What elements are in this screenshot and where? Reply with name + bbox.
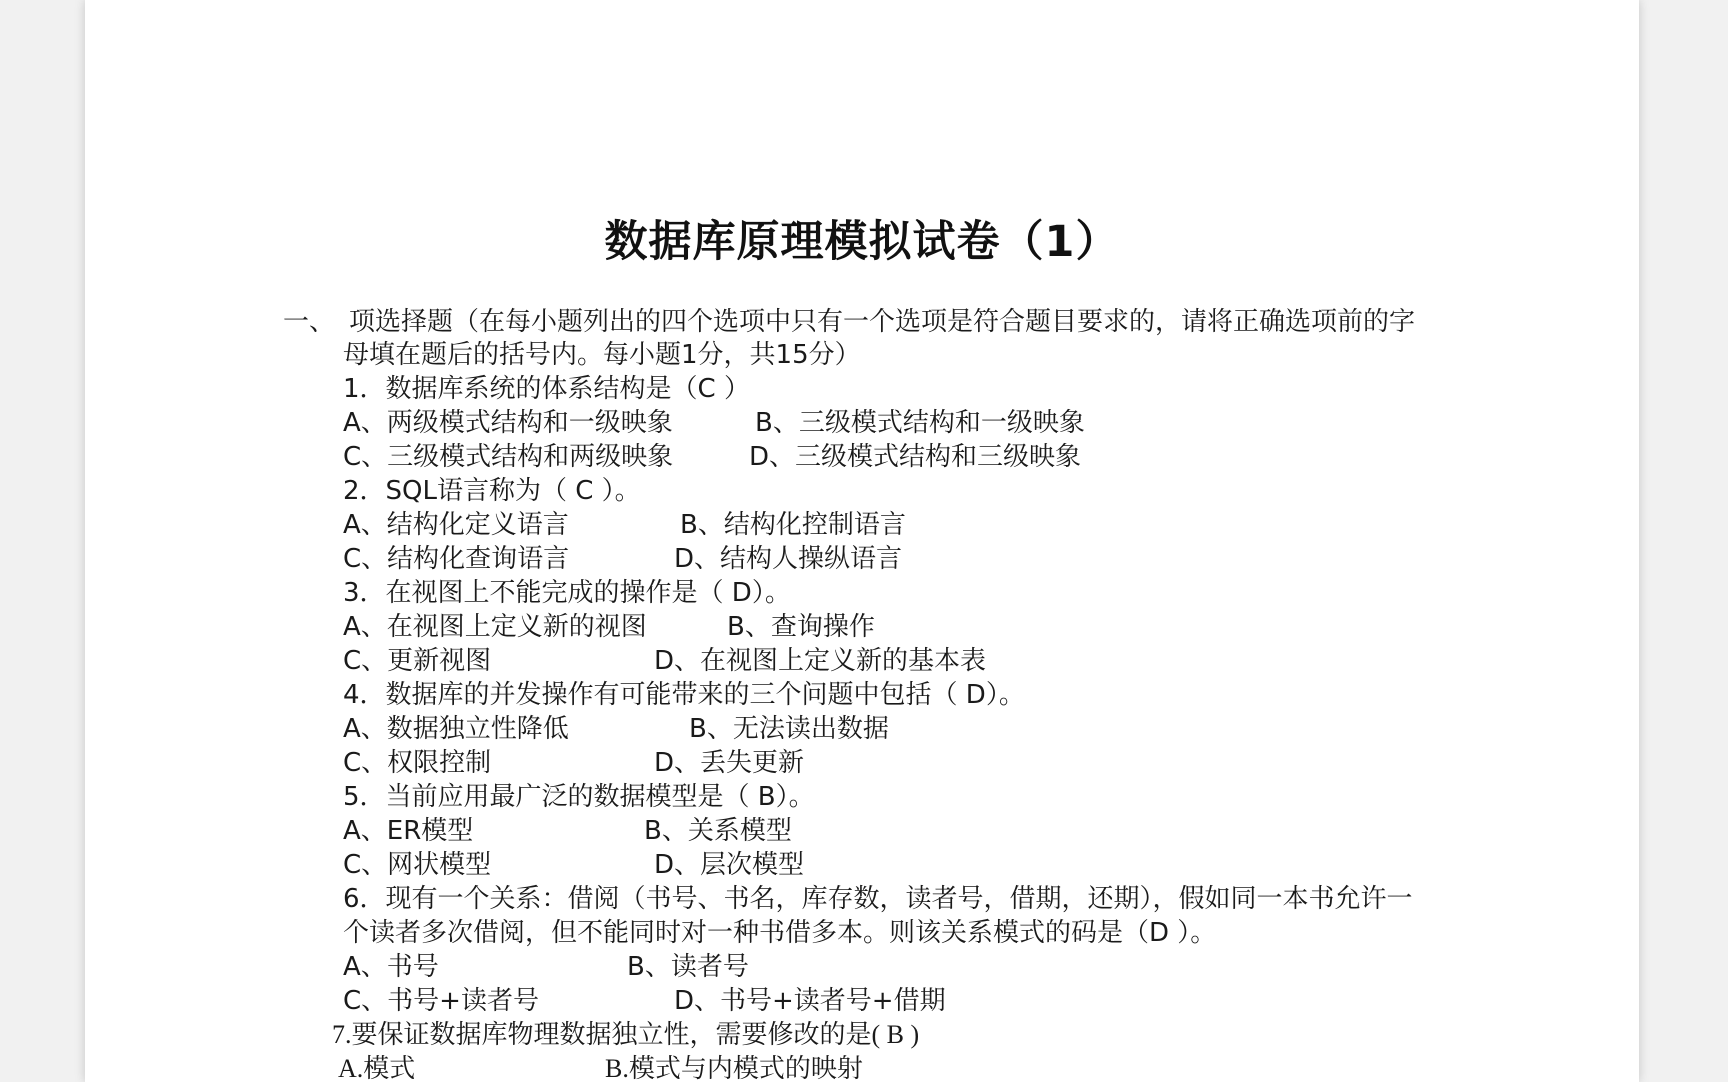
question-3-option-d: D、在视图上定义新的基本表 [654, 646, 987, 676]
question-2-option-d: D、结构人操纵语言 [674, 544, 903, 574]
document-page [85, 0, 1639, 1082]
question-4-stem: 4．数据库的并发操作有可能带来的三个问题中包括（ D）。 [343, 680, 1025, 710]
question-4-option-c: C、权限控制 [343, 748, 492, 778]
question-7-option-a: A.模式 [338, 1054, 416, 1082]
question-1-stem: 1．数据库系统的体系结构是（C ） [343, 374, 750, 404]
question-5-option-b: B、关系模型 [644, 816, 792, 846]
question-2-option-c: C、结构化查询语言 [343, 544, 570, 574]
question-1-option-d: D、三级模式结构和三级映象 [749, 442, 1082, 472]
document-title: 数据库原理模拟试卷（1） [604, 217, 1120, 267]
question-7-stem: 7.要保证数据库物理数据独立性，需要修改的是( B ) [332, 1020, 920, 1049]
section-heading-line-1: 项选择题（在每小题列出的四个选项中只有一个选项是符合题目要求的，请将正确选项前的字 [349, 307, 1416, 337]
question-6-option-d: D、书号+读者号+借期 [674, 986, 946, 1016]
question-2-option-a: A、结构化定义语言 [343, 510, 569, 540]
section-number: 一、 [283, 307, 336, 337]
question-2-option-b: B、结构化控制语言 [680, 510, 906, 540]
question-4-option-a: A、数据独立性降低 [343, 714, 569, 744]
question-6-option-a: A、书号 [343, 952, 439, 982]
question-6-option-b: B、读者号 [627, 952, 749, 982]
question-6-stem-line-2: 个读者多次借阅，但不能同时对一种书借多本。则该关系模式的码是（D ）。 [343, 918, 1217, 948]
question-2-stem: 2．SQL语言称为（ C ）。 [343, 476, 641, 506]
question-5-option-c: C、网状模型 [343, 850, 492, 880]
question-3-stem: 3．在视图上不能完成的操作是（ D）。 [343, 578, 791, 608]
question-4-option-b: B、无法读出数据 [689, 714, 889, 744]
question-5-option-d: D、层次模型 [654, 850, 805, 880]
question-4-option-d: D、丢失更新 [654, 748, 805, 778]
question-3-option-b: B、查询操作 [727, 612, 875, 642]
question-3-option-a: A、在视图上定义新的视图 [343, 612, 647, 642]
question-7-option-b: B.模式与内模式的映射 [605, 1054, 863, 1082]
question-1-option-b: B、三级模式结构和一级映象 [755, 408, 1085, 438]
question-6-stem-line-1: 6．现有一个关系：借阅（书号、书名，库存数，读者号，借期，还期），假如同一本书允许一 [343, 884, 1413, 914]
question-1-option-c: C、三级模式结构和两级映象 [343, 442, 674, 472]
question-6-option-c: C、书号+读者号 [343, 986, 539, 1016]
question-1-option-a: A、两级模式结构和一级映象 [343, 408, 673, 438]
question-3-option-c: C、更新视图 [343, 646, 492, 676]
question-5-stem: 5．当前应用最广泛的数据模型是（ B）。 [343, 782, 815, 812]
question-5-option-a: A、ER模型 [343, 816, 474, 846]
section-heading-line-2: 母填在题后的括号内。每小题1分，共15分） [343, 340, 861, 370]
